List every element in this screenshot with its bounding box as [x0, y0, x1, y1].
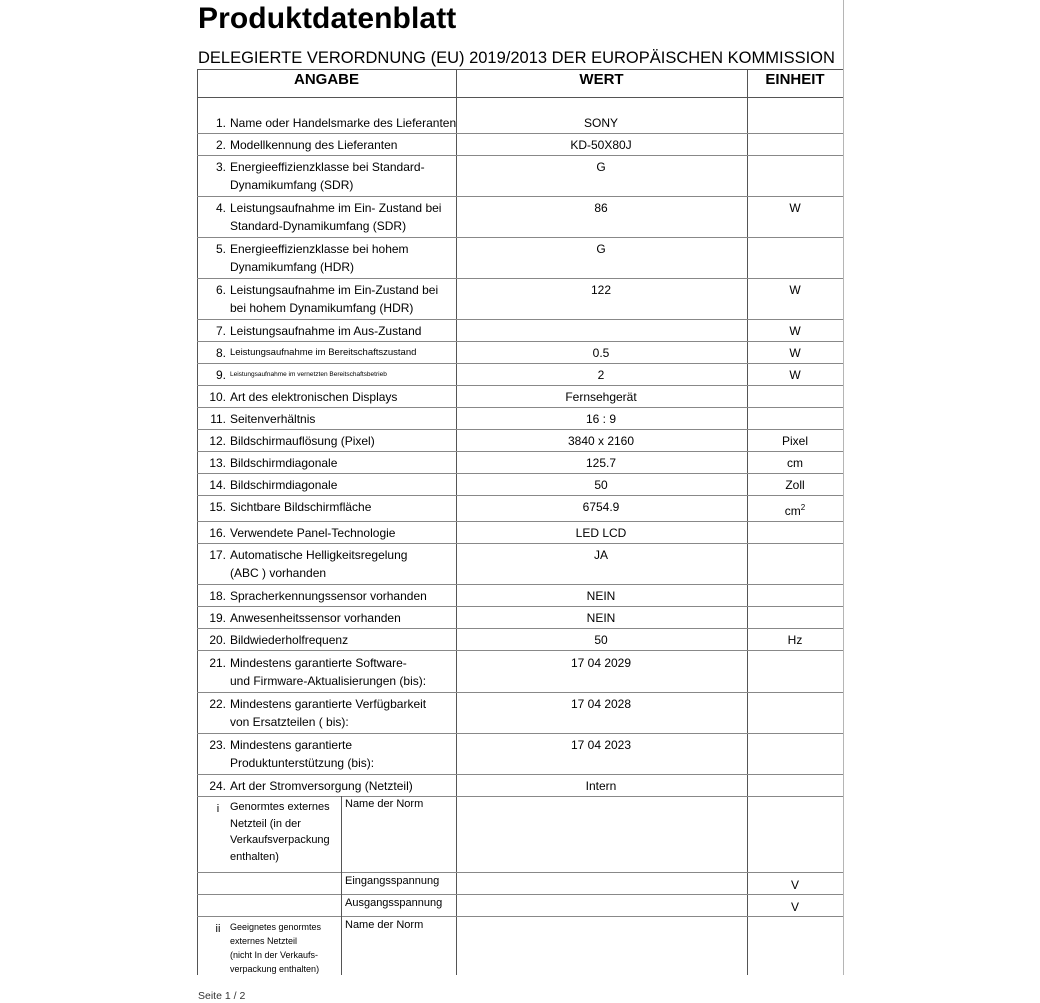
row-unit: W: [789, 324, 801, 338]
row-value: Fernsehgerät: [565, 390, 637, 404]
row-separator: [197, 521, 843, 522]
row-separator: [197, 278, 843, 279]
row-label: Leistungsaufnahme im Ein- Zustand bei: [230, 201, 442, 215]
row-number: 12.: [209, 434, 226, 448]
row-number: 21.: [209, 656, 226, 670]
row-value: NEIN: [586, 589, 616, 603]
row-label: Leistungsaufnahme im vernetzten Bereitschaftsbetrieb: [230, 371, 387, 378]
row-label: Mindestens garantierte Software-: [230, 656, 407, 670]
row-unit: Zoll: [785, 478, 805, 492]
row-value: NEIN: [586, 611, 616, 625]
row-label: Leistungsaufnahme im Bereitschaftszustand: [230, 347, 417, 358]
row-separator: [197, 319, 843, 320]
row-value: 86: [594, 201, 608, 215]
row-separator: [197, 363, 843, 364]
row-unit: W: [789, 368, 801, 382]
row-label: Leistungsaufnahme im Aus-Zustand: [230, 324, 422, 338]
norm-name-label: Name der Norm: [345, 919, 424, 931]
row-label: Bildwiederholfrequenz: [230, 633, 349, 647]
row-value: JA: [593, 548, 608, 562]
row-unit: Hz: [787, 633, 803, 647]
row-value: 50: [594, 633, 608, 647]
row-number: 1.: [215, 116, 226, 130]
sub-item-marker: ii: [215, 923, 221, 935]
row-label: Name oder Handelsmarke des Lieferanten: [230, 116, 457, 130]
row-label: Modellkennung des Lieferanten: [230, 138, 398, 152]
row-label: Energieeffizienzklasse bei Standard-: [230, 160, 425, 174]
row-number: 16.: [209, 526, 226, 540]
input-voltage-label: Eingangsspannung: [345, 875, 440, 887]
unit-base: cm: [784, 504, 801, 518]
row-separator: [197, 407, 843, 408]
row-label: Anwesenheitssensor vorhanden: [230, 611, 401, 625]
row-value: 17 04 2028: [570, 697, 632, 711]
row-label: bei hohem Dynamikumfang (HDR): [230, 301, 414, 315]
row-value: 17 04 2029: [570, 656, 632, 670]
row-unit: W: [789, 346, 801, 360]
row-label: Bildschirmauflösung (Pixel): [230, 434, 375, 448]
row-number: 23.: [209, 738, 226, 752]
row-value: 17 04 2023: [570, 738, 632, 752]
row-number: 5.: [215, 242, 226, 256]
row-label: Automatische Helligkeitsregelung: [230, 548, 408, 562]
row-value: LED LCD: [575, 526, 627, 540]
sub-item-label: Netzteil (in der: [230, 817, 301, 830]
row-separator: [197, 543, 843, 544]
row-number: 14.: [209, 478, 226, 492]
row-label: Mindestens garantierte: [230, 738, 353, 752]
row-unit: W: [789, 201, 801, 215]
row-value: G: [596, 160, 606, 174]
row-label: Verwendete Panel-Technologie: [230, 526, 396, 540]
row-unit-area: [747, 502, 843, 520]
row-label: Art des elektronischen Displays: [230, 390, 398, 404]
row-number: 13.: [209, 456, 226, 470]
row-separator: [197, 237, 843, 238]
row-label: von Ersatzteilen ( bis):: [230, 715, 349, 729]
row-label: Dynamikumfang (SDR): [230, 178, 354, 192]
sub-item-label: externes Netzteil: [230, 936, 298, 946]
norm-name-label: Name der Norm: [345, 798, 424, 810]
output-voltage-label: Ausgangsspannung: [345, 897, 443, 909]
row-label: (ABC ) vorhanden: [230, 566, 327, 580]
header-angabe: ANGABE: [293, 71, 359, 88]
row-separator: [197, 872, 843, 873]
row-separator: [197, 916, 843, 917]
row-value: 2: [597, 368, 605, 382]
row-value: SONY: [583, 116, 618, 130]
row-number: 4.: [215, 201, 226, 215]
row-label: Spracherkennungssensor vorhanden: [230, 589, 427, 603]
row-separator: [197, 451, 843, 452]
row-separator: [197, 894, 843, 895]
header-wert: WERT: [579, 71, 624, 88]
row-number: 24.: [209, 779, 226, 793]
row-separator: [197, 495, 843, 496]
row-separator: [197, 473, 843, 474]
row-value: KD-50X80J: [570, 138, 632, 152]
row-number: 11.: [210, 412, 226, 426]
sub-item-label: (nicht In der Verkaufs-: [230, 950, 319, 960]
row-label: und Firmware-Aktualisierungen (bis):: [230, 674, 427, 688]
row-number: 2.: [215, 138, 226, 152]
row-separator: [197, 774, 843, 775]
row-number: 9.: [215, 368, 226, 382]
row-separator: [197, 733, 843, 734]
row-label: Energieeffizienzklasse bei hohem: [230, 242, 409, 256]
sub-item-label: enthalten): [230, 850, 279, 863]
header-einheit: EINHEIT: [765, 71, 825, 88]
sub-item-label: Geeignetes genormtes: [230, 922, 322, 932]
row-number: 7.: [215, 324, 226, 338]
regulation-subtitle: DELEGIERTE VERORDNUNG (EU) 2019/2013 DER EUROPÄISCHEN KOMMISSION: [198, 49, 835, 67]
row-number: 20.: [209, 633, 226, 647]
row-unit: cm: [787, 456, 803, 470]
row-label: Mindestens garantierte Verfügbarkeit: [230, 697, 427, 711]
row-unit: Pixel: [781, 434, 808, 448]
sub-item-marker: i: [216, 803, 220, 815]
row-label: Dynamikumfang (HDR): [230, 260, 355, 274]
sub-item-label: Genormtes externes: [230, 801, 330, 813]
row-number: 22.: [209, 697, 226, 711]
row-separator: [197, 692, 843, 693]
unit-exponent: 2: [800, 503, 806, 512]
row-number: 18.: [209, 589, 226, 603]
row-unit: V: [790, 878, 799, 892]
row-label: Seitenverhältnis: [230, 412, 316, 426]
row-value: 6754.9: [582, 500, 620, 514]
sub-item-label: verpackung enthalten): [230, 964, 320, 974]
row-unit: W: [789, 283, 801, 297]
row-separator: [197, 796, 843, 797]
row-label: Sichtbare Bildschirmfläche: [230, 500, 372, 514]
row-separator: [197, 196, 843, 197]
row-separator: [197, 341, 843, 342]
row-number: 15.: [209, 500, 226, 514]
row-separator: [197, 133, 843, 134]
row-separator: [197, 650, 843, 651]
row-value: Intern: [585, 779, 617, 793]
row-value: 3840 x 2160: [567, 434, 635, 448]
row-separator: [197, 584, 843, 585]
row-separator: [197, 606, 843, 607]
row-label: Standard-Dynamikumfang (SDR): [230, 219, 407, 233]
row-label: Produktunterstützung (bis):: [230, 756, 375, 770]
row-number: 17.: [209, 548, 226, 562]
row-separator: [197, 155, 843, 156]
row-label: Art der Stromversorgung (Netzteil): [230, 779, 413, 793]
row-separator: [197, 628, 843, 629]
row-number: 10.: [209, 390, 226, 404]
row-unit: V: [790, 900, 799, 914]
page-footer: Seite 1 / 2: [198, 990, 246, 1002]
row-number: 8.: [215, 346, 226, 360]
row-number: 6.: [215, 283, 226, 297]
row-number: 3.: [215, 160, 226, 174]
row-separator: [197, 429, 843, 430]
row-value: 0.5: [592, 346, 610, 360]
row-value: 125.7: [585, 456, 617, 470]
row-number: 19.: [209, 611, 226, 625]
row-label: Leistungsaufnahme im Ein-Zustand bei: [230, 283, 439, 297]
row-value: 16 : 9: [585, 412, 617, 426]
page-right-edge: [843, 0, 844, 975]
page-title: Produktdatenblatt: [198, 2, 457, 35]
row-value: 50: [594, 478, 608, 492]
row-label: Bildschirmdiagonale: [230, 456, 338, 470]
row-label: Bildschirmdiagonale: [230, 478, 338, 492]
row-value: G: [596, 242, 606, 256]
row-value: 122: [590, 283, 612, 297]
sub-item-label: Verkaufsverpackung: [230, 834, 330, 846]
row-separator: [197, 385, 843, 386]
